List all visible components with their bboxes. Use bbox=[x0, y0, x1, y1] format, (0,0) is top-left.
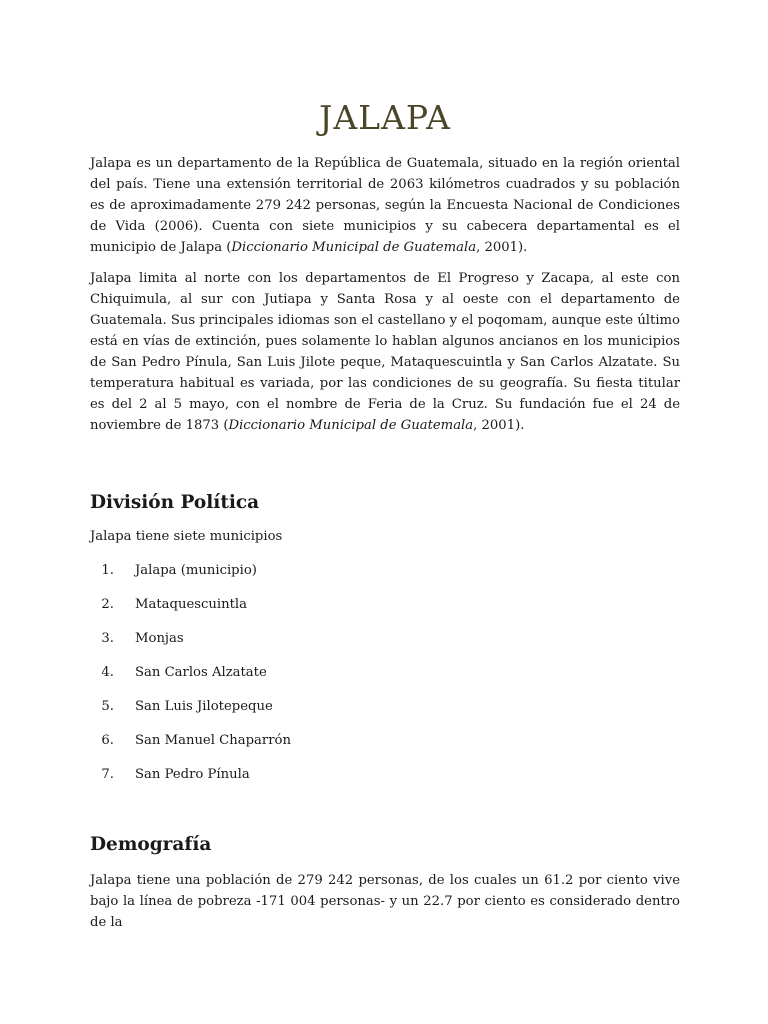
borders-paragraph bbox=[90, 268, 680, 436]
list-item bbox=[90, 731, 680, 751]
demografia-paragraph: Jalapa tiene una población de 279 242 personas, de los cuales un 61.2 por ciento vive bajo la línea de pobreza -171 004 personas- y un 22.7 por ciento es considerado dentro de la bbox=[90, 873, 680, 930]
list-label: San Manuel Chaparrón bbox=[135, 733, 291, 748]
list-label: Monjas bbox=[135, 631, 184, 646]
list-item bbox=[90, 663, 680, 683]
intro-citation-year: , 2001). bbox=[476, 240, 528, 255]
division-heading: División Política bbox=[90, 492, 260, 513]
municipality-list bbox=[90, 561, 680, 785]
list-item bbox=[90, 629, 680, 649]
list-number: 4. bbox=[101, 665, 114, 680]
list-number: 3. bbox=[101, 631, 114, 646]
list-label: San Pedro Pínula bbox=[135, 767, 250, 782]
list-number: 5. bbox=[101, 699, 114, 714]
borders-citation: Diccionario Municipal de Guatemala bbox=[228, 418, 474, 433]
division-intro: Jalapa tiene siete municipios bbox=[90, 529, 283, 544]
list-label: Mataquescuintla bbox=[135, 597, 248, 612]
list-item bbox=[90, 765, 680, 785]
borders-text: Jalapa limita al norte con los departamentos de El Progreso y Zacapa, al este con Chiquimula, al sur con Jutiapa y Santa Rosa y al oeste con el departamento de Guatemala. Sus principales idiomas son el castellano y el poqomam, aunque este último está en vías de extinción, pues solamente lo hablan algunos ancianos en los municipios de San Pedro Pínula, San Luis Jilote peque, Mataquescuintla y San Carlos Alzatate. Su temperatura habitual es variada, por las condiciones de su geografía. Su fiesta titular es del 2 al 5 mayo, con el nombre de Feria de la Cruz. Su fundación fue el 24 de noviembre de 1873 ( bbox=[90, 271, 680, 433]
list-number: 6. bbox=[101, 733, 114, 748]
list-label: San Luis Jilotepeque bbox=[135, 699, 273, 714]
page-title: JALAPA bbox=[319, 98, 451, 137]
list-number: 7. bbox=[101, 767, 114, 782]
list-item bbox=[90, 697, 680, 717]
list-number: 2. bbox=[101, 597, 114, 612]
list-item bbox=[90, 595, 680, 615]
list-label: Jalapa (municipio) bbox=[135, 563, 257, 578]
intro-paragraph bbox=[90, 153, 680, 258]
list-label: San Carlos Alzatate bbox=[135, 665, 267, 680]
intro-text: Jalapa es un departamento de la República de Guatemala, situado en la región oriental del país. Tiene una extensión territorial de 2063 kilómetros cuadrados y su población es de aproximadamente 279 242 personas, según la Encuesta Nacional de Condiciones de Vida (2006). Cuenta con siete municipios y su cabecera departamental es el municipio de Jalapa ( bbox=[90, 156, 680, 255]
intro-citation: Diccionario Municipal de Guatemala bbox=[231, 240, 477, 255]
list-number: 1. bbox=[101, 563, 114, 578]
borders-citation-year: , 2001). bbox=[473, 418, 525, 433]
demografia-heading: Demografía bbox=[90, 834, 212, 855]
list-item bbox=[90, 561, 680, 581]
